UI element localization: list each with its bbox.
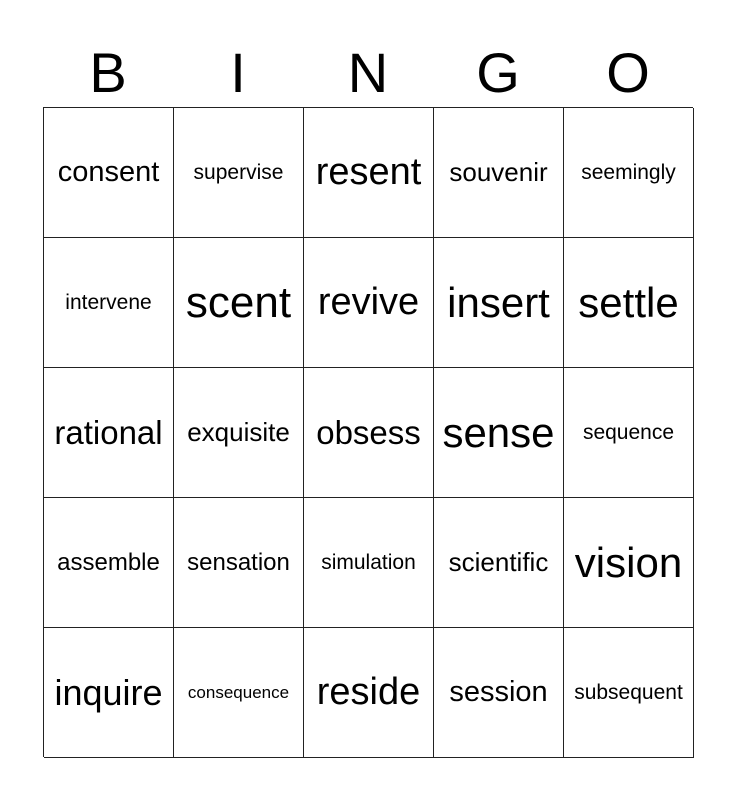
bingo-cell[interactable]: assemble <box>44 498 174 628</box>
bingo-cell[interactable]: revive <box>304 238 434 368</box>
bingo-cell[interactable]: consequence <box>174 628 304 758</box>
bingo-cell[interactable]: resent <box>304 108 434 238</box>
header-letter-n: N <box>347 41 389 104</box>
bingo-cell[interactable]: reside <box>304 628 434 758</box>
bingo-cell[interactable]: obsess <box>304 368 434 498</box>
bingo-board <box>43 107 693 757</box>
header-letter-i: I <box>230 41 246 104</box>
bingo-cell[interactable]: session <box>434 628 564 758</box>
bingo-cell[interactable]: vision <box>564 498 694 628</box>
bingo-cell[interactable]: settle <box>564 238 694 368</box>
bingo-cell[interactable]: exquisite <box>174 368 304 498</box>
bingo-cell[interactable]: sensation <box>174 498 304 628</box>
bingo-cell[interactable]: simulation <box>304 498 434 628</box>
bingo-cell[interactable]: seemingly <box>564 108 694 238</box>
bingo-cell[interactable]: insert <box>434 238 564 368</box>
bingo-cell[interactable]: sense <box>434 368 564 498</box>
bingo-cell[interactable]: supervise <box>174 108 304 238</box>
header-letter-g: G <box>476 41 520 104</box>
bingo-cell[interactable]: inquire <box>44 628 174 758</box>
bingo-cell[interactable]: sequence <box>564 368 694 498</box>
header-letter-o: O <box>606 41 650 104</box>
bingo-cell[interactable]: souvenir <box>434 108 564 238</box>
bingo-cell[interactable]: scent <box>174 238 304 368</box>
bingo-cell[interactable]: rational <box>44 368 174 498</box>
bingo-header <box>43 40 693 106</box>
header-letter-b: B <box>89 41 127 104</box>
bingo-cell[interactable]: subsequent <box>564 628 694 758</box>
bingo-cell[interactable]: scientific <box>434 498 564 628</box>
bingo-cell[interactable]: consent <box>44 108 174 238</box>
bingo-cell[interactable]: intervene <box>44 238 174 368</box>
